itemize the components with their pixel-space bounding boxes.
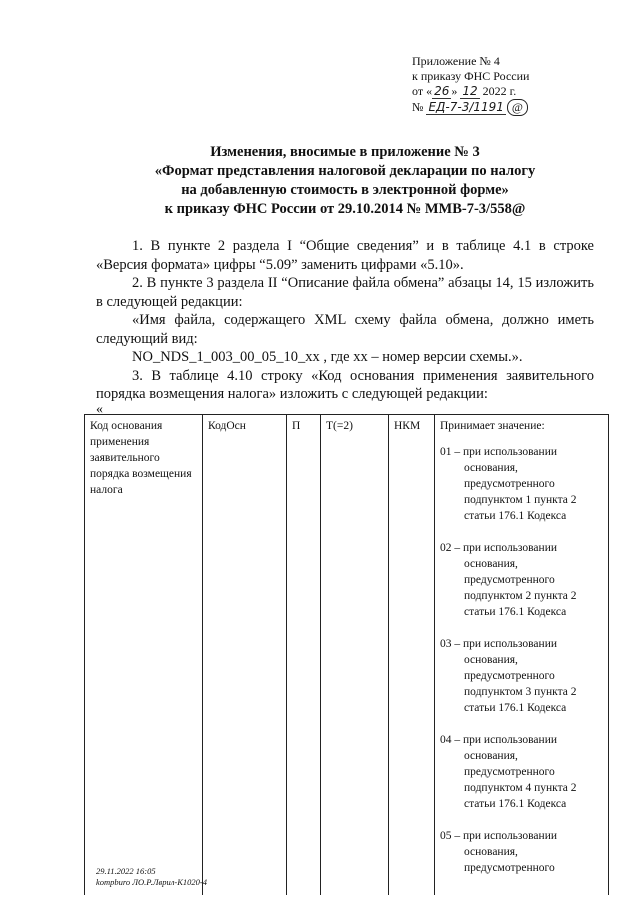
requisite-table [84, 414, 609, 895]
list-item: 01 – при использовании основания, предусмотренного подпунктом 1 пункта 2 статьи 176.1 Кодекса [440, 446, 577, 522]
appendix-order: к приказу ФНС России [412, 69, 530, 83]
registration-suffix: @ [507, 99, 528, 116]
print-footer [96, 866, 207, 888]
document-body [96, 237, 594, 404]
appendix-date: от « 26 » 12 2022 г. [412, 84, 517, 98]
paragraph-3: «Имя файла, содержащего XML схему файла обмена, должно иметь следующий вид: [96, 312, 594, 347]
appendix-order-number: № ЕД-7-3/1191 @ [412, 99, 529, 116]
appendix-reference [412, 54, 529, 116]
paragraph-2: 2. В пункте 3 раздела II “Описание файла обмена” абзацы 14, 15 изложить в следующей редакции: [96, 275, 594, 310]
handwritten-order-number: ЕД-7-3/1191 [428, 100, 504, 114]
document-title: Изменения, вносимые в приложение № 3 «Формат представления налоговой декларации по налогу на добавленную стоимость в электронной форме» к приказу ФНС России от 29.10.2014 № ММВ-7-3/558@ [154, 144, 536, 217]
list-item: 04 – при использовании основания, предусмотренного подпунктом 4 пункта 2 статьи 176.1 Кодекса [440, 734, 577, 810]
cell-element-name: Код основания применения заявительного порядка возмещения налога [85, 415, 203, 896]
list-item: 02 – при использовании основания, предусмотренного подпунктом 2 пункта 2 статьи 176.1 Кодекса [440, 542, 577, 618]
handwritten-month: 12 [462, 84, 478, 98]
list-item: 05 – при использовании основания, предусмотренного [440, 830, 557, 874]
table-row [85, 415, 609, 896]
appendix-number: Приложение № 4 [412, 54, 500, 68]
handwritten-day: 26 [434, 84, 450, 98]
print-operator: kompburo ЛО.Р.Лврил-К1020-4 [96, 877, 207, 887]
paragraph-5: 3. В таблице 4.10 строку «Код основания применения заявительного порядка возмещения налога» изложить с следующей редакции: [96, 367, 594, 402]
cell-values [435, 415, 609, 896]
paragraph-1: 1. В пункте 2 раздела I “Общие сведения” и в таблице 4.1 в строке «Версия формата» цифры “5.09” заменить цифрами «5.10». [96, 238, 594, 273]
print-timestamp: 29.11.2022 16:05 [96, 866, 156, 876]
cell-element-tag: КодОсн [203, 415, 287, 896]
cell-format: T(=2) [321, 415, 389, 896]
date-year: 2022 г. [482, 84, 517, 98]
paragraph-4: NO_NDS_1_003_00_05_10_xx , где xx – номер версии схемы.». [132, 349, 523, 365]
values-header: Принимает значение: [440, 420, 545, 432]
list-item: 03 – при использовании основания, предусмотренного подпунктом 3 пункта 2 статьи 176.1 Кодекса [440, 638, 577, 714]
cell-attr-type: П [287, 415, 321, 896]
quote-open-mark: « [96, 402, 103, 417]
cell-required: НКМ [389, 415, 435, 896]
